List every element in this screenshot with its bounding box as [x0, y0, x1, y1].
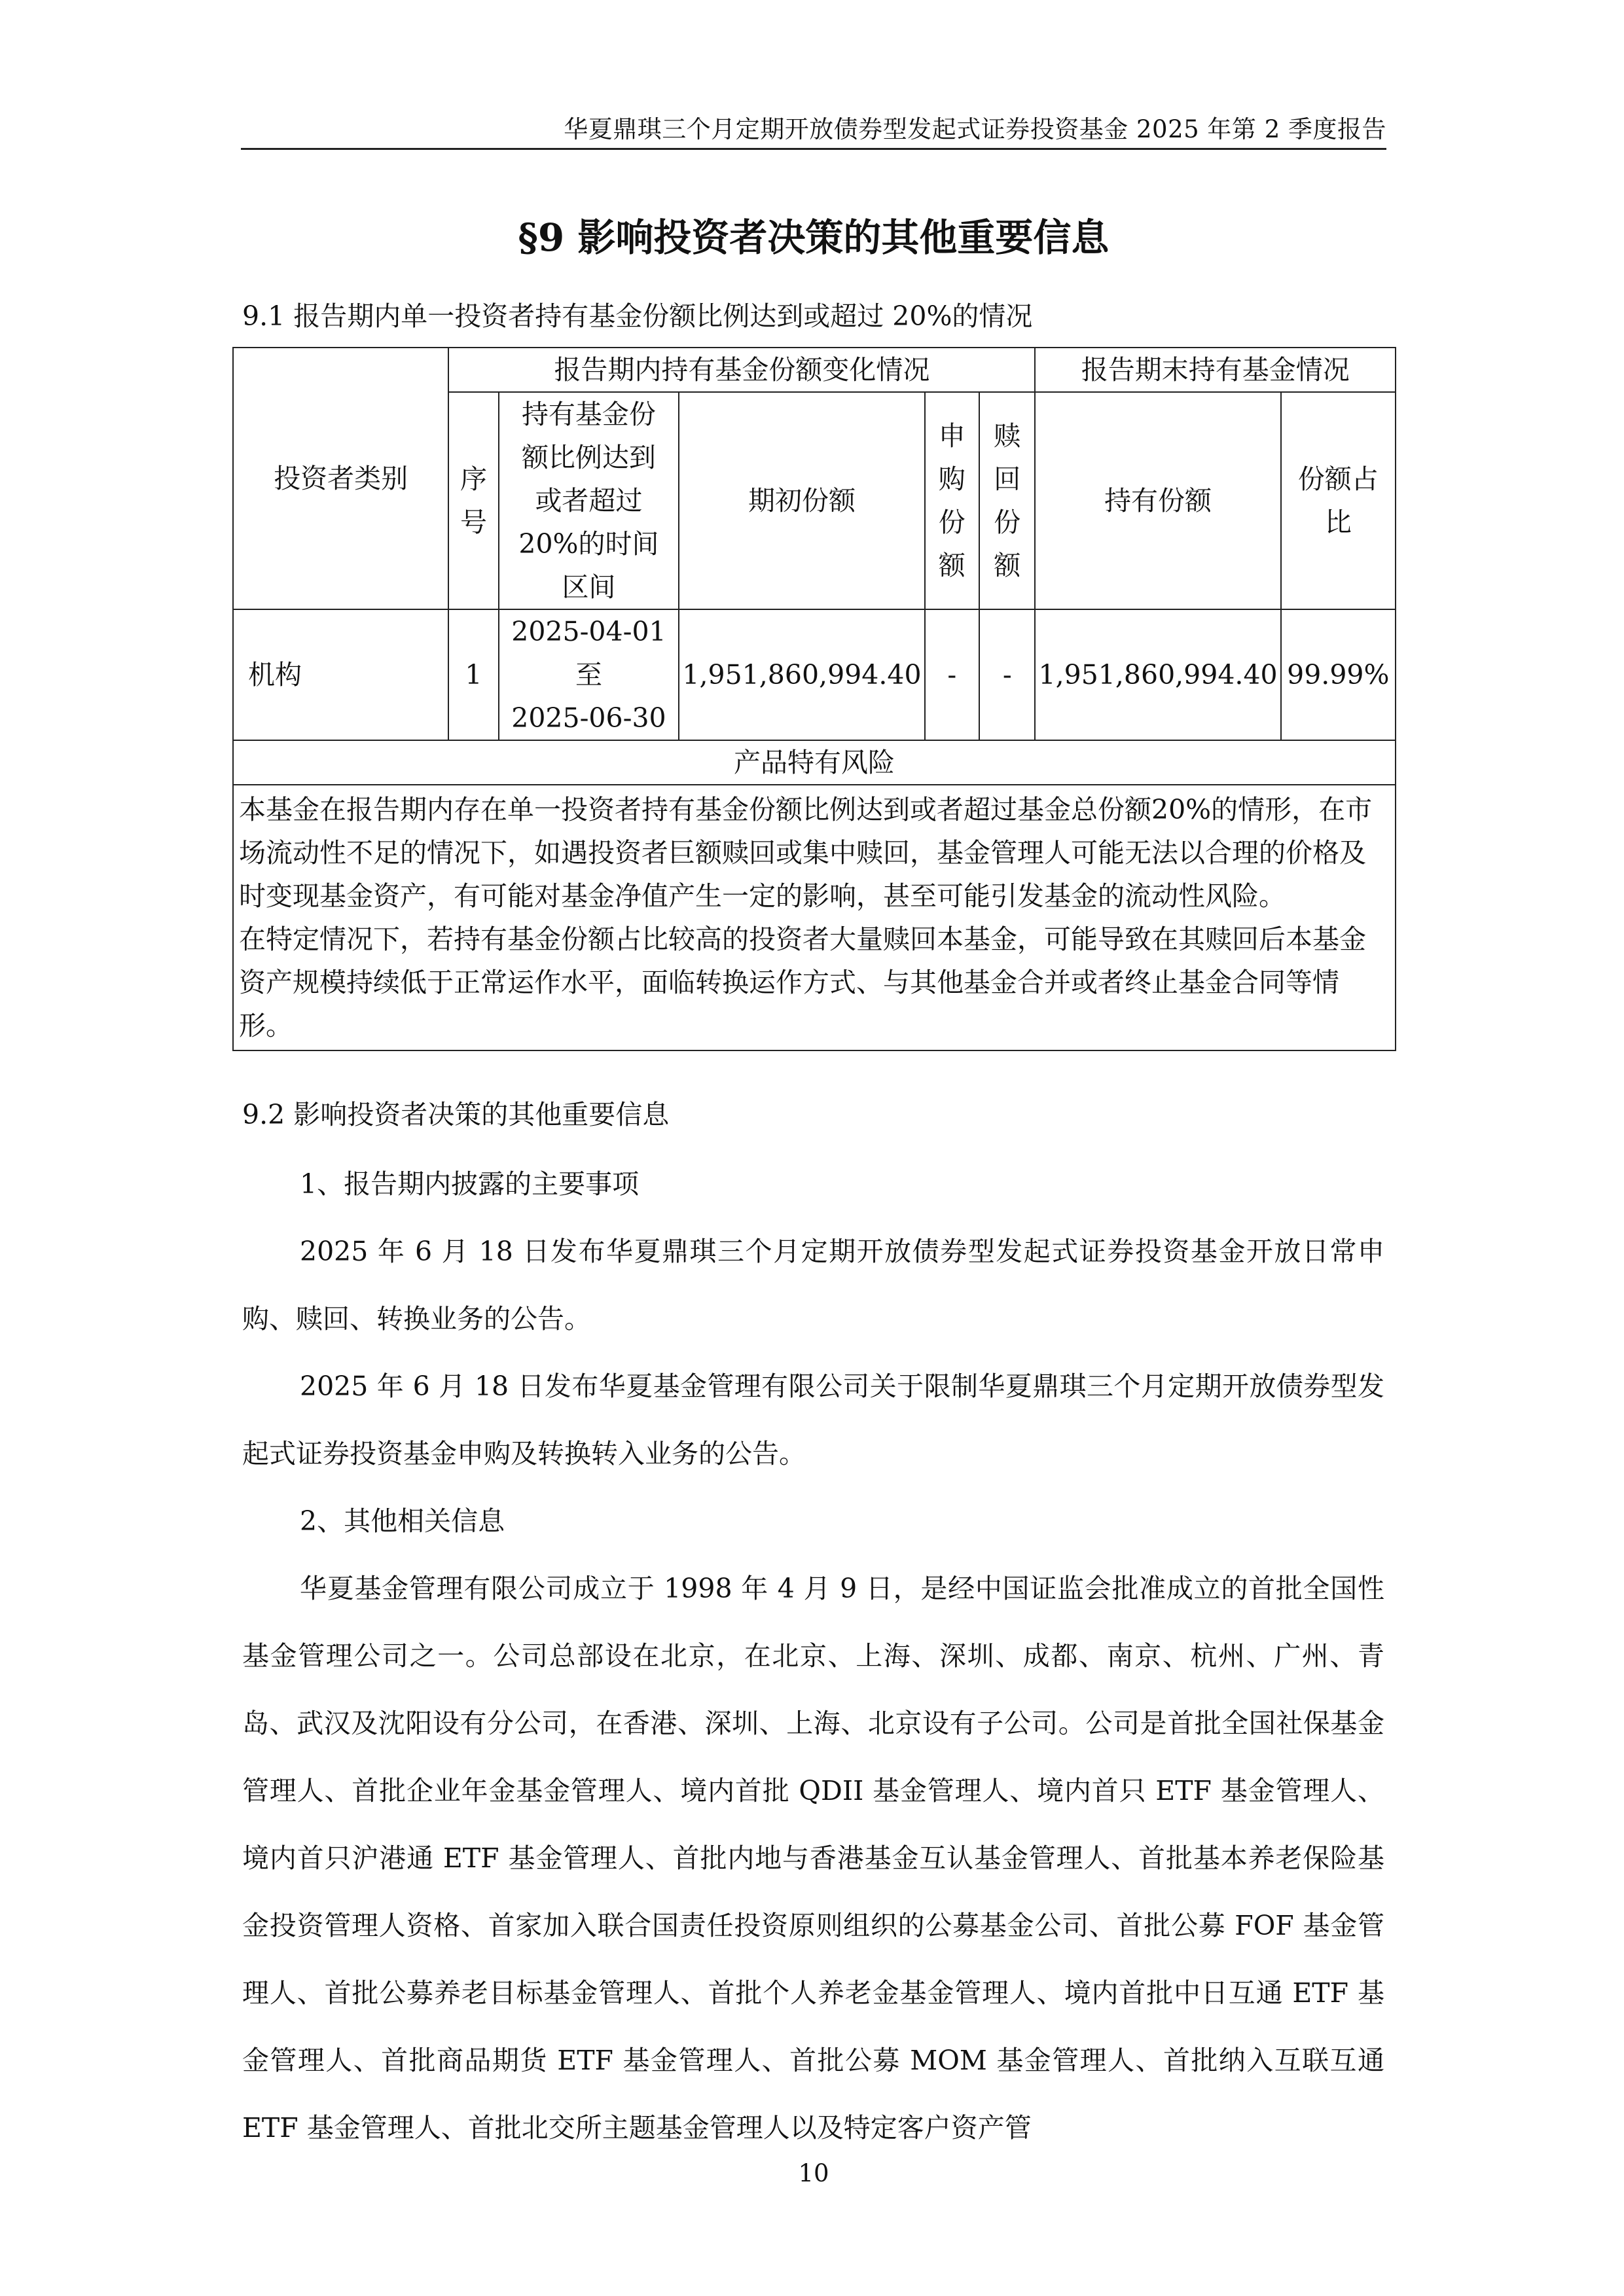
header-group-end: 报告期末持有基金情况	[1035, 348, 1396, 392]
risk-paragraph-2: 在特定情况下，若持有基金份额占比较高的投资者大量赎回本基金，可能导致在其赎回后本基金资产规模持续低于正常运作水平，面临转换运作方式、与其他基金合并或者终止基金合同等情形。	[239, 924, 1366, 1041]
header-sub-line: 购	[938, 463, 965, 495]
cell-initial-shares: 1,951,860,994.40	[679, 609, 924, 740]
header-interval-line: 区间	[562, 571, 616, 603]
header-red-line: 额	[994, 550, 1021, 581]
header-holding-shares: 持有份额	[1035, 392, 1280, 609]
item-2-heading: 2、其他相关信息	[300, 1505, 505, 1537]
cell-interval	[499, 609, 679, 740]
header-seq	[448, 392, 498, 609]
header-subscription	[925, 392, 980, 609]
header-interval-line: 20%的时间	[518, 528, 659, 560]
cell-share-ratio: 99.99%	[1281, 609, 1396, 740]
subsection-9-2-title: 9.2 影响投资者决策的其他重要信息	[242, 1099, 670, 1130]
paragraph-company-info: 华夏基金管理有限公司成立于 1998 年 4 月 9 日，是经中国证监会批准成立的首批全国性基金管理公司之一。公司总部设在北京，在北京、上海、深圳、成都、南京、杭州、广州、青岛、武汉及沈阳设有分公司，在香港、深圳、上海、北京设有子公司。公司是首批全国社保基金管理人、首批企业年金基金管理人、境内首批 QDII 基金管理人、境内首只 ETF 基金管理人、境内首只沪港通 ETF 基金管理人、首批内地与香港基金互认基金管理人、首批基本养老保险基金投资管理人资格、首家加入联合国责任投资原则组织的公募基金公司、首批公募 FOF 基金管理人、首批公募养老目标基金管理人、首批个人养老金基金管理人、境内首批中日互通 ETF 基金管理人、首批商品期货 ETF 基金管理人、首批公募 MOM 基金管理人、首批纳入互联互通 ETF 基金管理人、首批北交所主题基金管理人以及特定客户资产管	[242, 1573, 1384, 2144]
cell-interval-end: 2025-06-30	[511, 702, 666, 734]
header-group-change: 报告期内持有基金份额变化情况	[448, 348, 1035, 392]
header-interval-line: 或者超过	[535, 485, 643, 516]
header-rule	[241, 148, 1386, 150]
header-interval-line: 持有基金份	[521, 399, 656, 430]
header-sub-line: 份	[938, 507, 965, 538]
cell-investor-type: 机构	[233, 609, 448, 740]
header-red-line: 回	[994, 463, 1021, 495]
header-interval-line: 额比例达到	[521, 442, 656, 473]
cell-interval-start: 2025-04-01	[511, 616, 666, 647]
cell-subscription: -	[925, 609, 980, 740]
header-ratio-line: 比	[1324, 507, 1352, 538]
header-red-line: 赎	[994, 420, 1021, 452]
page-header: 华夏鼎琪三个月定期开放债券型发起式证券投资基金 2025 年第 2 季度报告	[564, 115, 1386, 143]
cell-seq: 1	[448, 609, 498, 740]
page-number: 10	[798, 2159, 829, 2187]
paragraph-announcement-2: 2025 年 6 月 18 日发布华夏基金管理有限公司关于限制华夏鼎琪三个月定期开放债券型发起式证券投资基金申购及转换转入业务的公告。	[242, 1371, 1384, 1469]
header-seq-line: 号	[460, 507, 487, 538]
section-title: §9 影响投资者决策的其他重要信息	[518, 215, 1110, 260]
table-row	[233, 609, 1396, 740]
header-interval	[499, 392, 679, 609]
cell-redemption: -	[979, 609, 1035, 740]
item-1-heading: 1、报告期内披露的主要事项	[300, 1168, 640, 1200]
risk-title: 产品特有风险	[233, 740, 1396, 785]
header-share-ratio	[1281, 392, 1396, 609]
paragraph-announcement-1: 2025 年 6 月 18 日发布华夏鼎琪三个月定期开放债券型发起式证券投资基金开放日常申购、赎回、转换业务的公告。	[242, 1236, 1384, 1335]
subsection-9-1-title: 9.1 报告期内单一投资者持有基金份额比例达到或超过 20%的情况	[242, 300, 1033, 332]
header-ratio-line: 份额占	[1297, 463, 1379, 495]
header-sub-line: 申	[938, 420, 965, 452]
header-investor-type: 投资者类别	[233, 348, 448, 609]
header-initial-shares: 期初份额	[679, 392, 924, 609]
investor-holding-table	[232, 347, 1396, 1051]
cell-holding-shares: 1,951,860,994.40	[1035, 609, 1280, 740]
header-red-line: 份	[994, 507, 1021, 538]
header-seq-line: 序	[460, 463, 487, 495]
cell-interval-sep: 至	[575, 659, 602, 691]
header-redemption	[979, 392, 1035, 609]
header-sub-line: 额	[938, 550, 965, 581]
risk-description	[233, 785, 1396, 1050]
risk-paragraph-1: 本基金在报告期内存在单一投资者持有基金份额比例达到或者超过基金总份额20%的情形，在市场流动性不足的情况下，如遇投资者巨额赎回或集中赎回，基金管理人可能无法以合理的价格及时变现基金资产，有可能对基金净值产生一定的影响，甚至可能引发基金的流动性风险。	[239, 794, 1373, 912]
